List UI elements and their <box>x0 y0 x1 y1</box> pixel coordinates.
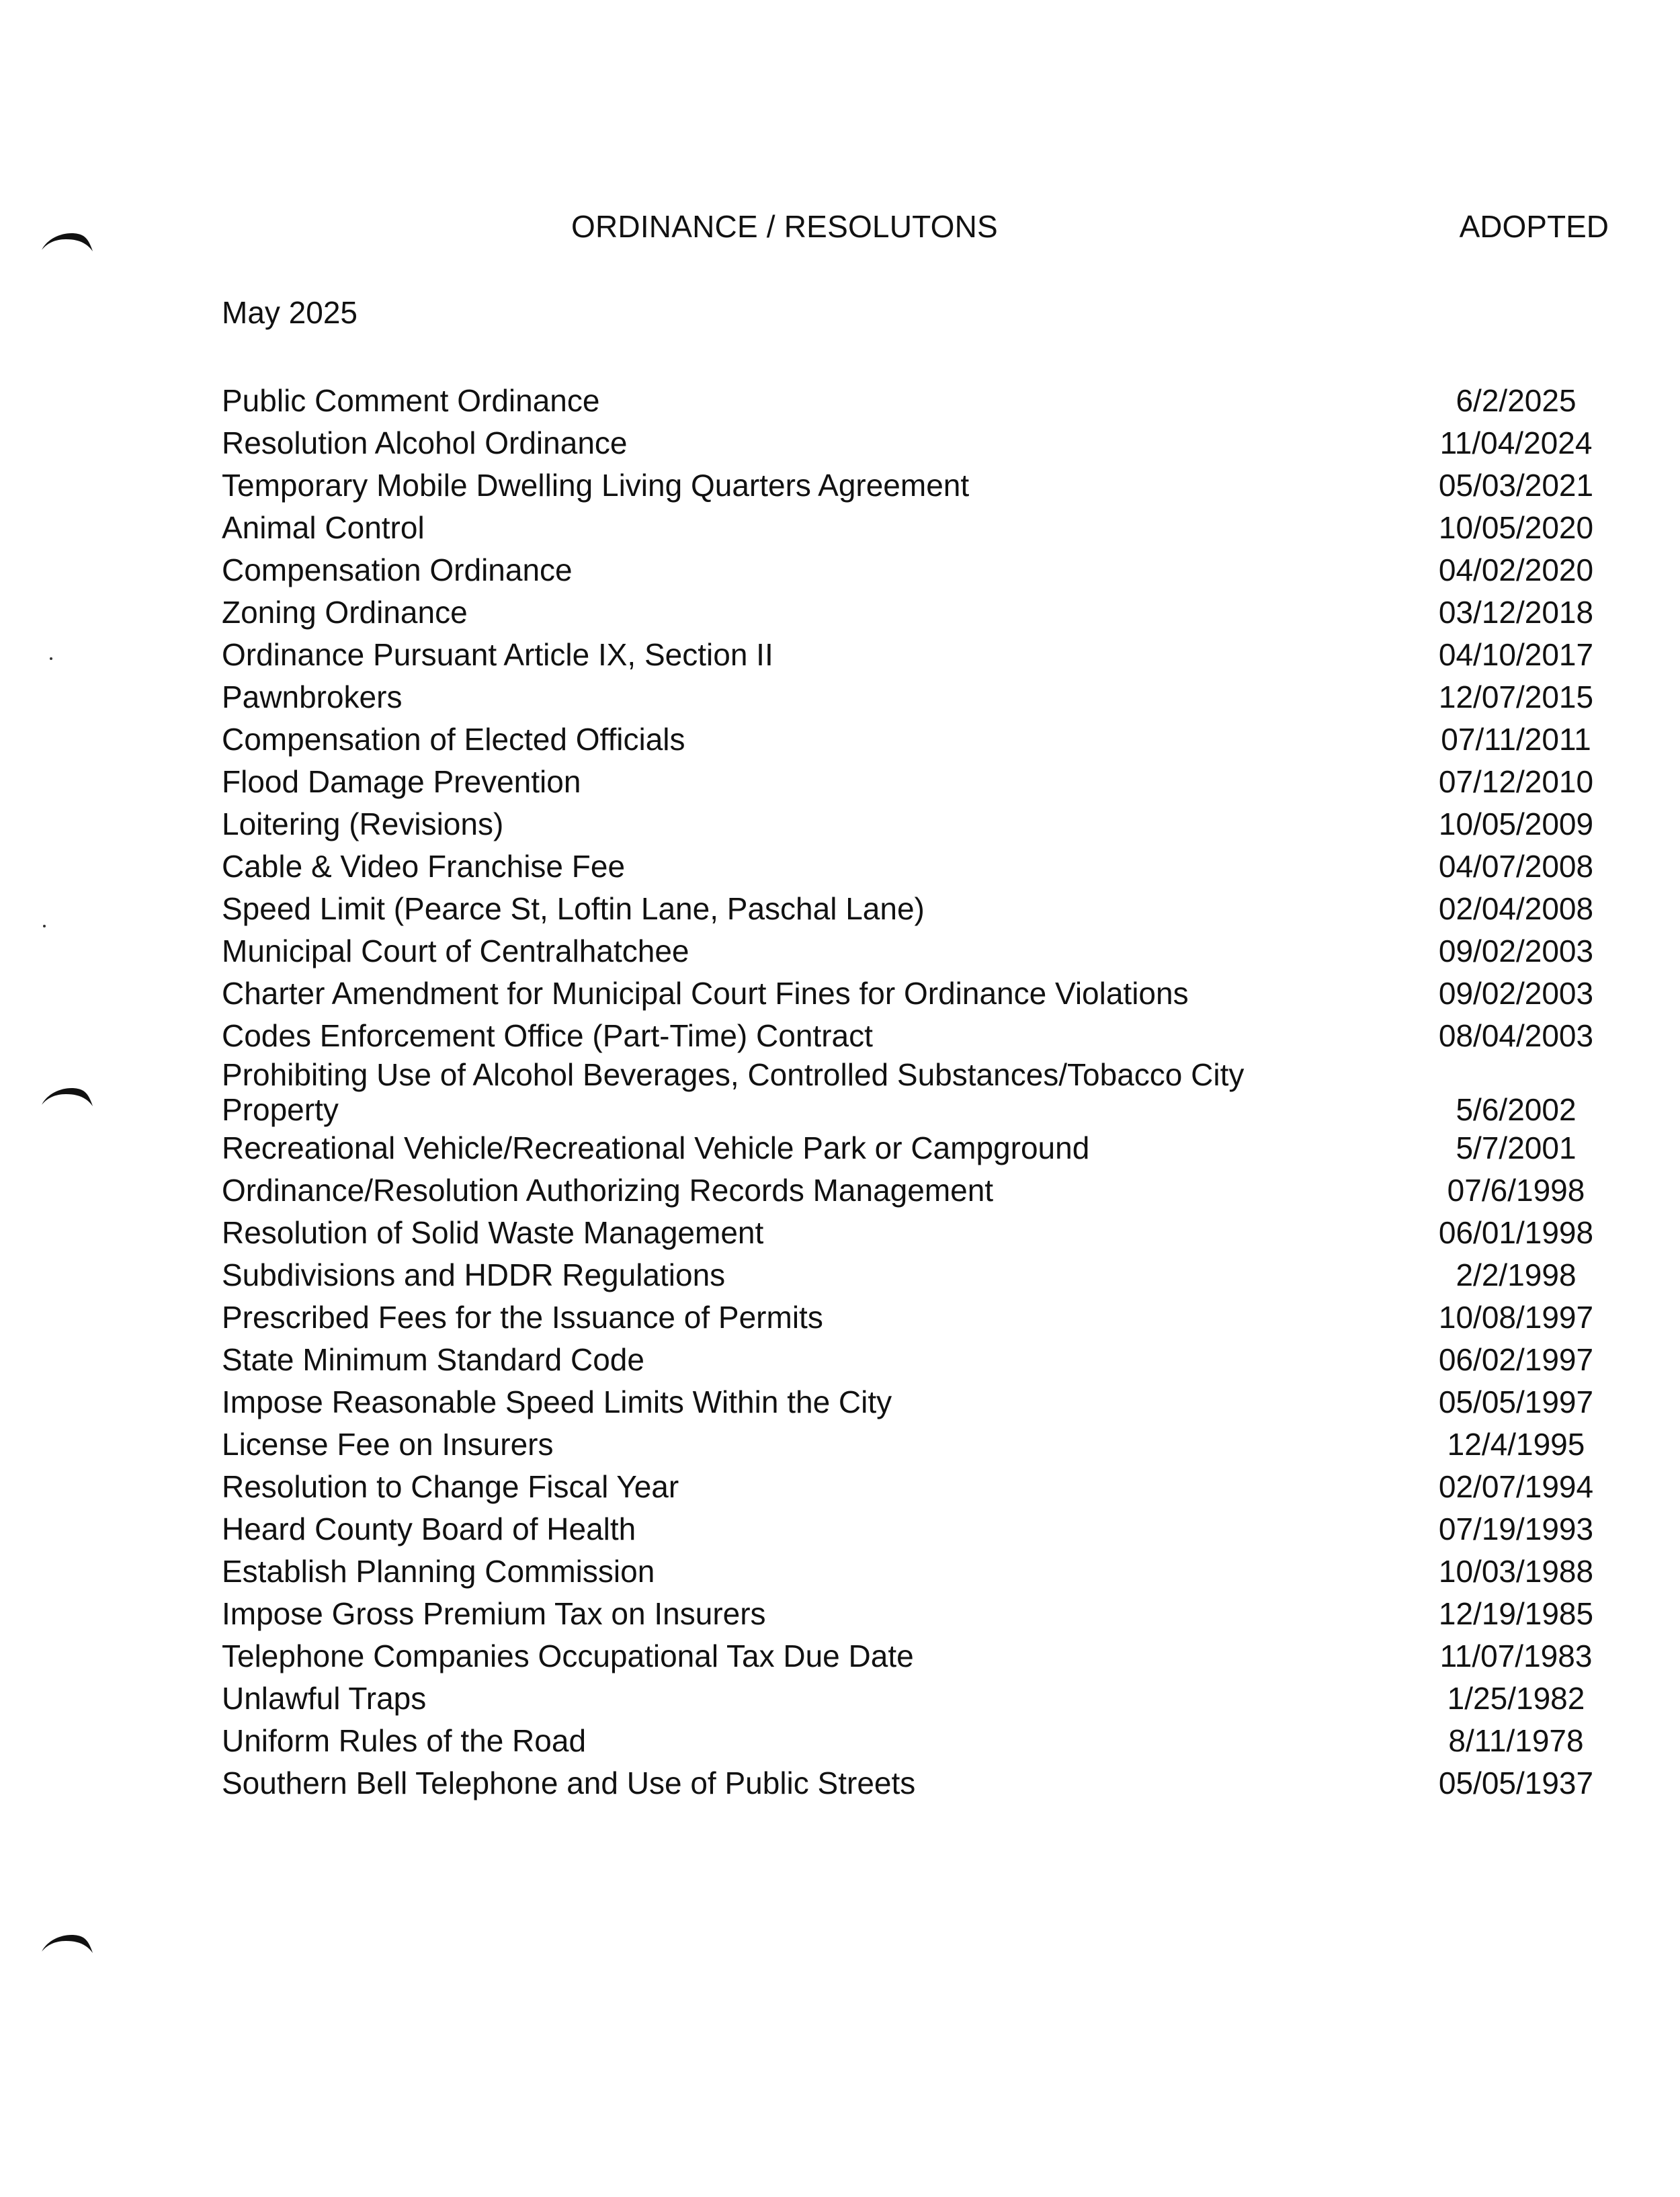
adopted-date: 02/04/2008 <box>1438 891 1594 926</box>
ordinance-name: Public Comment Ordinance <box>222 383 600 418</box>
adopted-date: 5/6/2002 <box>1456 1092 1577 1127</box>
adopted-date: 08/04/2003 <box>1438 1018 1594 1053</box>
adopted-date: 06/01/1998 <box>1438 1215 1594 1250</box>
ordinance-name: Resolution to Change Fiscal Year <box>222 1469 679 1504</box>
adopted-date: 6/2/2025 <box>1456 383 1577 418</box>
adopted-date: 09/02/2003 <box>1438 976 1594 1011</box>
adopted-date: 10/05/2009 <box>1438 806 1594 841</box>
adopted-date: 02/07/1994 <box>1438 1469 1594 1504</box>
ordinance-name: Heard County Board of Health <box>222 1511 636 1546</box>
adopted-date: 09/02/2003 <box>1438 934 1594 968</box>
adopted-date: 10/08/1997 <box>1438 1300 1594 1335</box>
list-item <box>222 1381 1617 1423</box>
adopted-date: 10/03/1988 <box>1438 1554 1594 1589</box>
ordinance-name: Prescribed Fees for the Issuance of Permits <box>222 1300 823 1335</box>
list-item <box>222 1508 1617 1550</box>
ordinance-name: Prohibiting Use of Alcohol Beverages, Controlled Substances/Tobacco City Property <box>222 1057 1245 1127</box>
adopted-date: 12/4/1995 <box>1447 1427 1585 1462</box>
ordinance-name: Ordinance Pursuant Article IX, Section II <box>222 637 773 672</box>
list-item <box>222 930 1617 972</box>
adopted-date: 04/02/2020 <box>1438 552 1594 587</box>
adopted-date: 07/19/1993 <box>1438 1511 1594 1546</box>
punch-hole-mark <box>39 1929 95 1956</box>
punch-hole-mark <box>39 1082 95 1109</box>
adopted-date: 04/10/2017 <box>1438 637 1594 672</box>
ordinance-name: Municipal Court of Centralhatchee <box>222 934 689 968</box>
ordinance-name: License Fee on Insurers <box>222 1427 554 1462</box>
list-item <box>222 1057 1617 1127</box>
adopted-date: 07/6/1998 <box>1447 1173 1585 1208</box>
list-item <box>222 507 1617 549</box>
document-title: ORDINANCE / RESOLUTONS <box>571 209 998 244</box>
ordinance-name: Recreational Vehicle/Recreational Vehicle Park or Campground <box>222 1130 1090 1165</box>
adopted-date: 10/05/2020 <box>1438 510 1594 545</box>
adopted-date: 8/11/1978 <box>1448 1723 1584 1758</box>
adopted-date: 2/2/1998 <box>1456 1257 1577 1292</box>
adopted-date: 04/07/2008 <box>1438 849 1594 884</box>
list-item <box>222 422 1617 464</box>
list-item <box>222 380 1617 422</box>
list-item <box>222 972 1617 1015</box>
list-item <box>222 549 1617 591</box>
list-item <box>222 676 1617 718</box>
ordinance-name: State Minimum Standard Code <box>222 1342 644 1377</box>
ordinance-name: Uniform Rules of the Road <box>222 1723 587 1758</box>
ordinance-name: Impose Reasonable Speed Limits Within the City <box>222 1384 892 1419</box>
ordinance-name: Unlawful Traps <box>222 1681 427 1716</box>
list-item <box>222 1127 1617 1169</box>
ordinance-name: Pawnbrokers <box>222 679 403 714</box>
adopted-date: 03/12/2018 <box>1438 595 1594 630</box>
adopted-date: 11/04/2024 <box>1439 425 1593 460</box>
list-item <box>222 634 1617 676</box>
list-item <box>222 1339 1617 1381</box>
list-item <box>222 1593 1617 1635</box>
list-item <box>222 1015 1617 1057</box>
ordinance-name: Southern Bell Telephone and Use of Public Streets <box>222 1766 916 1800</box>
list-item <box>222 1466 1617 1508</box>
adopted-date: 11/07/1983 <box>1439 1639 1593 1673</box>
list-item <box>222 1762 1617 1805</box>
adopted-date: 12/07/2015 <box>1438 679 1594 714</box>
ordinance-name: Subdivisions and HDDR Regulations <box>222 1257 726 1292</box>
list-item <box>222 845 1617 888</box>
adopted-date: 05/03/2021 <box>1438 468 1594 503</box>
list-item <box>222 803 1617 845</box>
ordinance-name: Loitering (Revisions) <box>222 806 504 841</box>
list-item <box>222 761 1617 803</box>
ordinance-name: Ordinance/Resolution Authorizing Records Management <box>222 1173 994 1208</box>
list-item <box>222 1720 1617 1762</box>
adopted-date: 05/05/1937 <box>1438 1766 1594 1800</box>
ordinance-name: Resolution Alcohol Ordinance <box>222 425 628 460</box>
adopted-date: 5/7/2001 <box>1456 1130 1577 1165</box>
ordinance-name: Compensation Ordinance <box>222 552 573 587</box>
list-item <box>222 1254 1617 1296</box>
ordinance-name: Impose Gross Premium Tax on Insurers <box>222 1596 766 1631</box>
list-item <box>222 718 1617 761</box>
ordinance-name: Temporary Mobile Dwelling Living Quarters Agreement <box>222 468 970 503</box>
scan-speck <box>50 657 52 660</box>
adopted-column-header: ADOPTED <box>1459 209 1609 244</box>
ordinance-list <box>222 380 1617 1805</box>
ordinance-name: Zoning Ordinance <box>222 595 468 630</box>
ordinance-name: Cable & Video Franchise Fee <box>222 849 626 884</box>
ordinance-name: Speed Limit (Pearce St, Loftin Lane, Paschal Lane) <box>222 891 925 926</box>
ordinance-name: Compensation of Elected Officials <box>222 722 685 757</box>
list-item <box>222 1677 1617 1720</box>
list-item <box>222 591 1617 634</box>
ordinance-name: Resolution of Solid Waste Management <box>222 1215 764 1250</box>
ordinance-name: Establish Planning Commission <box>222 1554 655 1589</box>
list-item <box>222 1635 1617 1677</box>
adopted-date: 07/11/2011 <box>1441 722 1591 757</box>
adopted-date: 05/05/1997 <box>1438 1384 1594 1419</box>
list-item <box>222 1169 1617 1212</box>
list-item <box>222 1212 1617 1254</box>
ordinance-name: Animal Control <box>222 510 425 545</box>
ordinance-name: Codes Enforcement Office (Part-Time) Contract <box>222 1018 873 1053</box>
list-item <box>222 464 1617 507</box>
list-item <box>222 1296 1617 1339</box>
adopted-date: 07/12/2010 <box>1438 764 1594 799</box>
punch-hole-mark <box>39 227 95 254</box>
adopted-date: 1/25/1982 <box>1447 1681 1585 1716</box>
ordinance-name: Telephone Companies Occupational Tax Due Date <box>222 1639 914 1673</box>
list-item <box>222 1423 1617 1466</box>
list-item <box>222 1550 1617 1593</box>
ordinance-name: Flood Damage Prevention <box>222 764 581 799</box>
ordinance-name: Charter Amendment for Municipal Court Fines for Ordinance Violations <box>222 976 1189 1011</box>
document-date: May 2025 <box>222 295 358 330</box>
scan-speck <box>43 925 46 927</box>
adopted-date: 12/19/1985 <box>1438 1596 1594 1631</box>
list-item <box>222 888 1617 930</box>
adopted-date: 06/02/1997 <box>1438 1342 1594 1377</box>
